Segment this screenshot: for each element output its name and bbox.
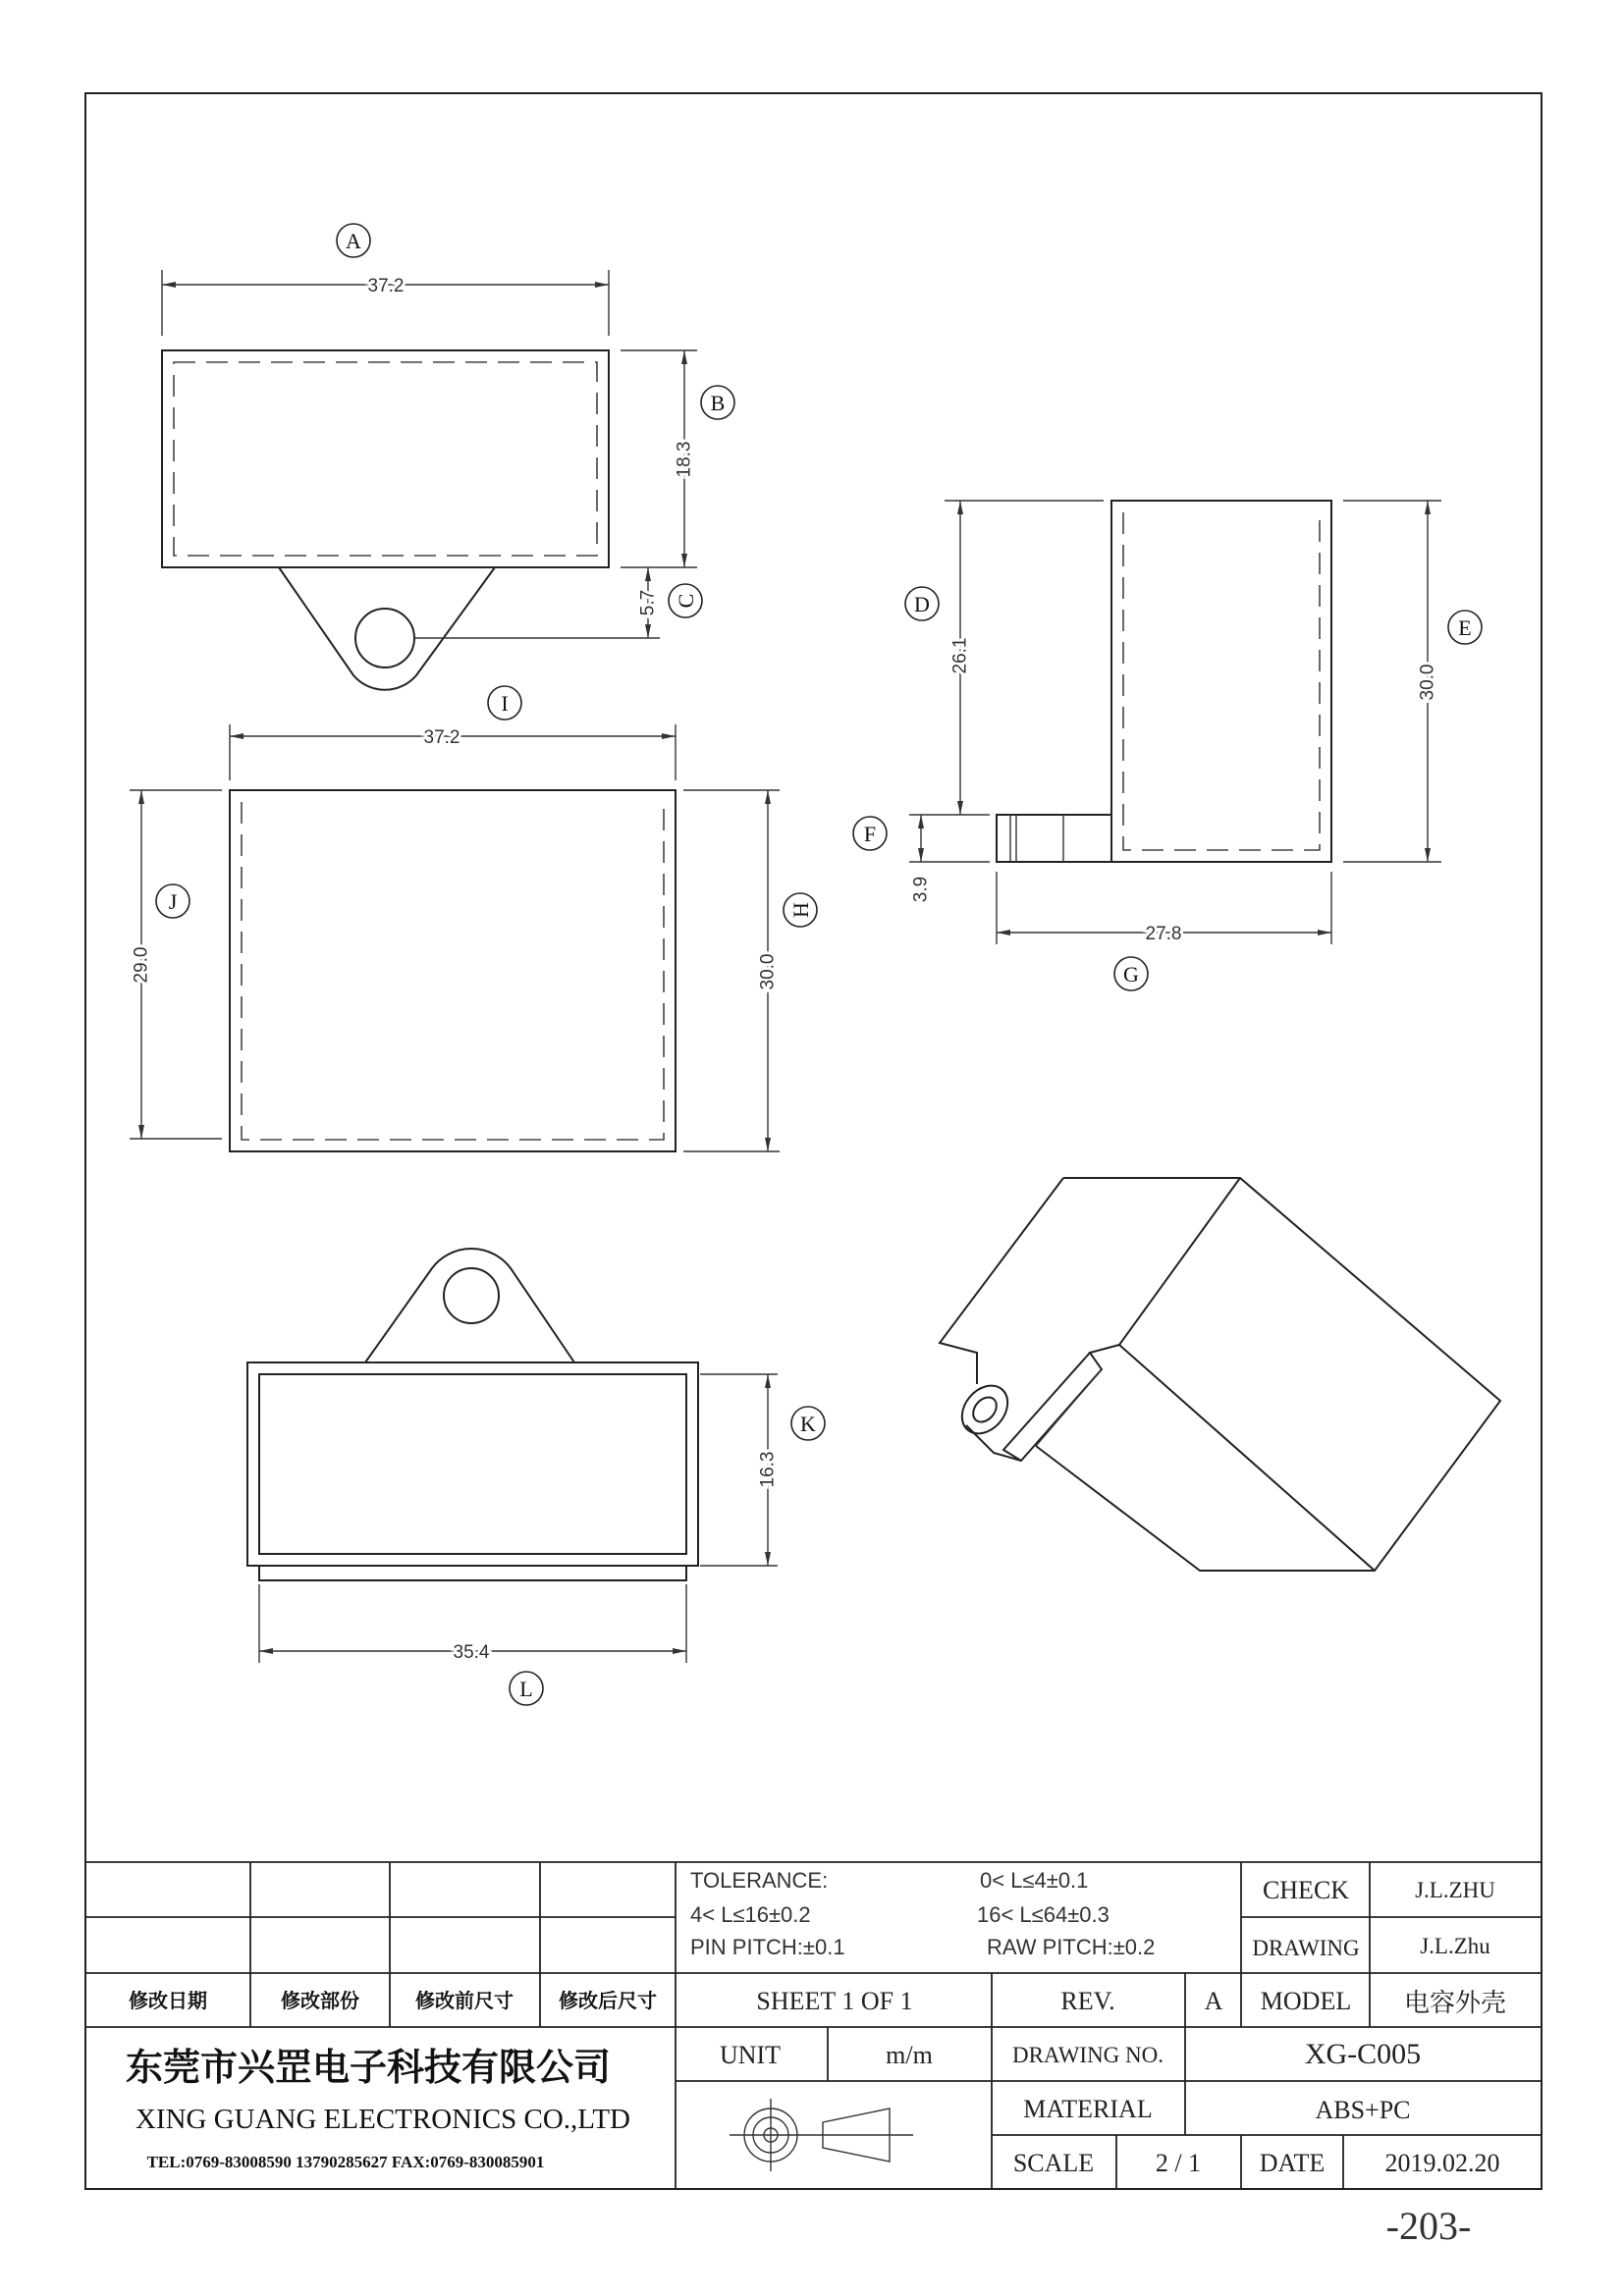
model-value: 电容外壳: [1403, 1989, 1507, 2017]
top-view: [162, 224, 734, 690]
isometric-tab-hole: [968, 1393, 1001, 1426]
dim-d-value: 26.1: [949, 637, 971, 674]
dim-j-value: 29.0: [131, 946, 152, 984]
dim-e-value: 30.0: [1417, 664, 1438, 701]
front-view: [130, 686, 817, 1151]
sheet-info: SHEET 1 OF 1: [756, 1987, 913, 2015]
side-view-outline: [1111, 501, 1331, 862]
side-view: [853, 501, 1482, 990]
label-i: [488, 686, 521, 720]
label-b: [701, 386, 734, 419]
svg-text:H: H: [788, 902, 813, 918]
svg-text:I: I: [501, 691, 509, 716]
top-view-mount-hole: [355, 609, 414, 667]
isometric-tab-boss: [952, 1376, 1016, 1442]
label-g: [1114, 957, 1148, 990]
dim-b-value: 18.3: [674, 441, 695, 478]
check-value: J.L.ZHU: [1415, 1878, 1495, 1902]
tolerance-range-3: 16< L≤64±0.3: [977, 1902, 1110, 1927]
drawing-no-label: DRAWING NO.: [1011, 2043, 1164, 2067]
drawing-no-value: XG-C005: [1304, 2038, 1422, 2070]
tolerance-title: TOLERANCE:: [690, 1868, 829, 1893]
svg-text:L: L: [519, 1677, 533, 1701]
dim-c-value: 5.7: [637, 589, 659, 616]
svg-text:G: G: [1123, 962, 1139, 987]
revision-before-header: 修改前尺寸: [415, 1989, 514, 2012]
company-name-cn: 东莞市兴罡电子科技有限公司: [125, 2046, 612, 2089]
bottom-view-lip: [259, 1566, 686, 1580]
page-number: -203-: [1385, 2204, 1472, 2248]
dim-k-value: 16.3: [757, 1451, 779, 1488]
svg-text:J: J: [168, 889, 178, 914]
bottom-view-outline: [247, 1362, 698, 1566]
isometric-view: [940, 1178, 1500, 1571]
label-a: [337, 224, 370, 257]
rev-label: REV.: [1060, 1987, 1115, 2015]
dim-f-value: 3.9: [910, 876, 932, 903]
svg-text:A: A: [346, 229, 361, 253]
date-label: DATE: [1259, 2149, 1326, 2177]
tolerance-pin-pitch: PIN PITCH:±0.1: [690, 1935, 845, 1959]
label-k: [791, 1407, 825, 1440]
bottom-view-opening: [259, 1374, 686, 1554]
label-e: [1448, 611, 1482, 644]
top-view-mount-tab: [279, 567, 495, 690]
material-value: ABS+PC: [1315, 2096, 1411, 2124]
front-view-outline: [230, 790, 676, 1151]
revision-after-header: 修改后尺寸: [559, 1989, 657, 2012]
date-value: 2019.02.20: [1384, 2149, 1500, 2177]
company-name-en: XING GUANG ELECTRONICS CO.,LTD: [135, 2104, 631, 2135]
material-label: MATERIAL: [1023, 2095, 1153, 2123]
check-label: CHECK: [1262, 1876, 1350, 1904]
svg-text:E: E: [1458, 615, 1472, 640]
label-d: [905, 587, 939, 620]
svg-text:K: K: [800, 1412, 816, 1436]
side-view-hidden-wall: [1123, 512, 1320, 850]
tolerance-raw-pitch: RAW PITCH:±0.2: [987, 1935, 1156, 1959]
dim-i-value: 37.2: [423, 727, 460, 748]
dim-a-value: 37.2: [367, 276, 405, 296]
tolerance-range-2: 4< L≤16±0.2: [690, 1902, 811, 1927]
svg-text:B: B: [710, 391, 726, 415]
scale-label: SCALE: [1012, 2149, 1095, 2177]
top-view-outline: [162, 350, 609, 567]
rev-value: A: [1204, 1987, 1223, 2015]
label-h: [784, 893, 817, 927]
bottom-view: [247, 1249, 825, 1705]
label-j: [156, 884, 189, 918]
bottom-view-mount-tab: [365, 1249, 574, 1362]
label-f: [853, 817, 887, 850]
dim-l-value: 35.4: [453, 1642, 490, 1663]
dim-h-value: 30.0: [757, 953, 779, 990]
unit-label: UNIT: [719, 2041, 782, 2069]
drawing-label: DRAWING: [1252, 1936, 1360, 1960]
title-block: [85, 1862, 1542, 2189]
svg-text:F: F: [863, 822, 877, 846]
tolerance-range-1: 0< L≤4±0.1: [980, 1868, 1089, 1893]
company-contact: TEL:0769-83008590 13790285627 FAX:0769-830085901: [146, 2153, 545, 2171]
model-label: MODEL: [1260, 1987, 1352, 2015]
revision-part-header: 修改部份: [281, 1989, 359, 2012]
front-view-hidden-wall: [242, 802, 664, 1140]
label-c: [669, 584, 702, 617]
unit-value: m/m: [886, 2041, 933, 2069]
dim-g-value: 27.8: [1145, 924, 1182, 944]
bottom-view-mount-hole: [444, 1268, 499, 1323]
revision-date-header: 修改日期: [129, 1989, 207, 2012]
label-l: [510, 1672, 543, 1705]
scale-value: 2 / 1: [1155, 2149, 1202, 2177]
top-view-hidden-wall: [174, 362, 597, 556]
side-view-tab: [997, 815, 1111, 862]
projection-symbol-icon: [730, 2099, 913, 2171]
svg-text:D: D: [914, 592, 930, 616]
drawing-value: J.L.Zhu: [1420, 1934, 1490, 1958]
svg-text:C: C: [674, 593, 698, 609]
